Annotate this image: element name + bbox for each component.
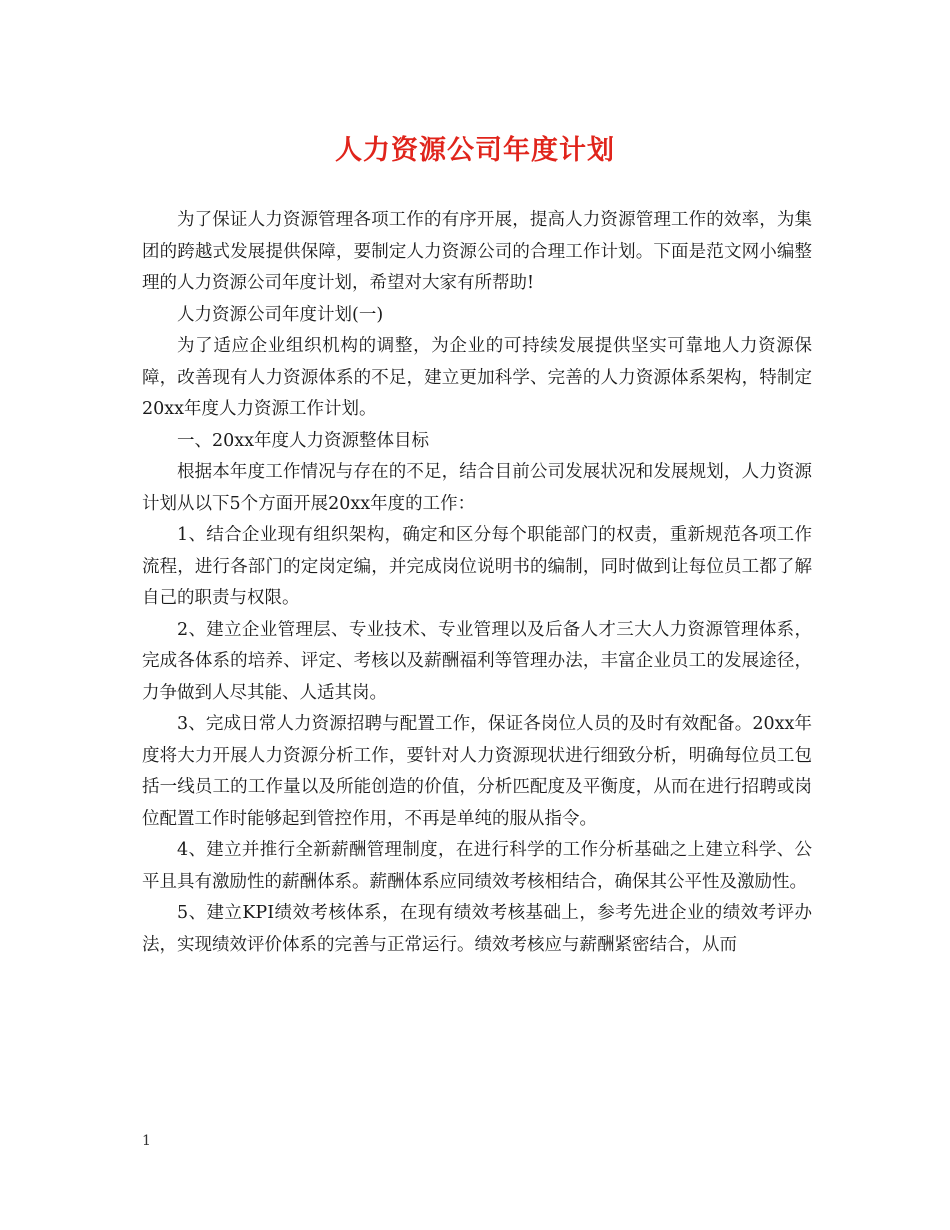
paragraph-goal-intro: 根据本年度工作情况与存在的不足，结合目前公司发展状况和发展规划，人力资源计划从以下5个方面开展20xx年度的工作： [142,462,812,514]
paragraph-item-2: 2、建立企业管理层、专业技术、专业管理以及后备人才三大人力资源管理体系，完成各体系的培养、评定、考核以及薪酬福利等管理办法，丰富企业员工的发展途径，力争做到人尽其能、人适其岗。 [142,619,812,703]
document-body [142,205,812,961]
paragraph-intro: 为了保证人力资源管理各项工作的有序开展，提高人力资源管理工作的效率，为集团的跨越式发展提供保障，要制定人力资源公司的合理工作计划。下面是范文网小编整理的人力资源公司年度计划，希望对大家有所帮助! [142,210,812,293]
paragraph-item-5: 5、建立KPI绩效考核体系，在现有绩效考核基础上，参考先进企业的绩效考评办法，实现绩效评价体系的完善与正常运行。绩效考核应与薪酬紧密结合，从而 [142,903,812,955]
paragraph-item-1: 1、结合企业现有组织架构，确定和区分每个职能部门的权责，重新规范各项工作流程，进行各部门的定岗定编，并完成岗位说明书的编制，同时做到让每位员工都了解自己的职责与权限。 [142,525,812,608]
paragraph-goal-heading: 一、20xx年度人力资源整体目标 [177,430,430,451]
paragraph-section-heading: 人力资源公司年度计划(一) [177,304,384,325]
paragraph-item-3: 3、完成日常人力资源招聘与配置工作，保证各岗位人员的及时有效配备。20xx年度将大力开展人力资源分析工作，要针对人力资源现状进行细致分析，明确每位员工包括一线员工的工作量以及所能创造的价值，分析匹配度及平衡度，从而在进行招聘或岗位配置工作时能够起到管控作用，不再是单纯的服从指令。 [142,714,812,829]
paragraph-purpose: 为了适应企业组织机构的调整，为企业的可持续发展提供坚实可靠地人力资源保障，改善现有人力资源体系的不足，建立更加科学、完善的人力资源体系架构，特制定20xx年度人力资源工作计划。 [142,336,812,419]
paragraph-item-4: 4、建立并推行全新薪酬管理制度，在进行科学的工作分析基础之上建立科学、公平且具有激励性的薪酬体系。薪酬体系应同绩效考核相结合，确保其公平性及激励性。 [142,840,812,892]
document-title: 人力资源公司年度计划 [335,135,615,166]
page-number: 1 [142,1133,151,1149]
